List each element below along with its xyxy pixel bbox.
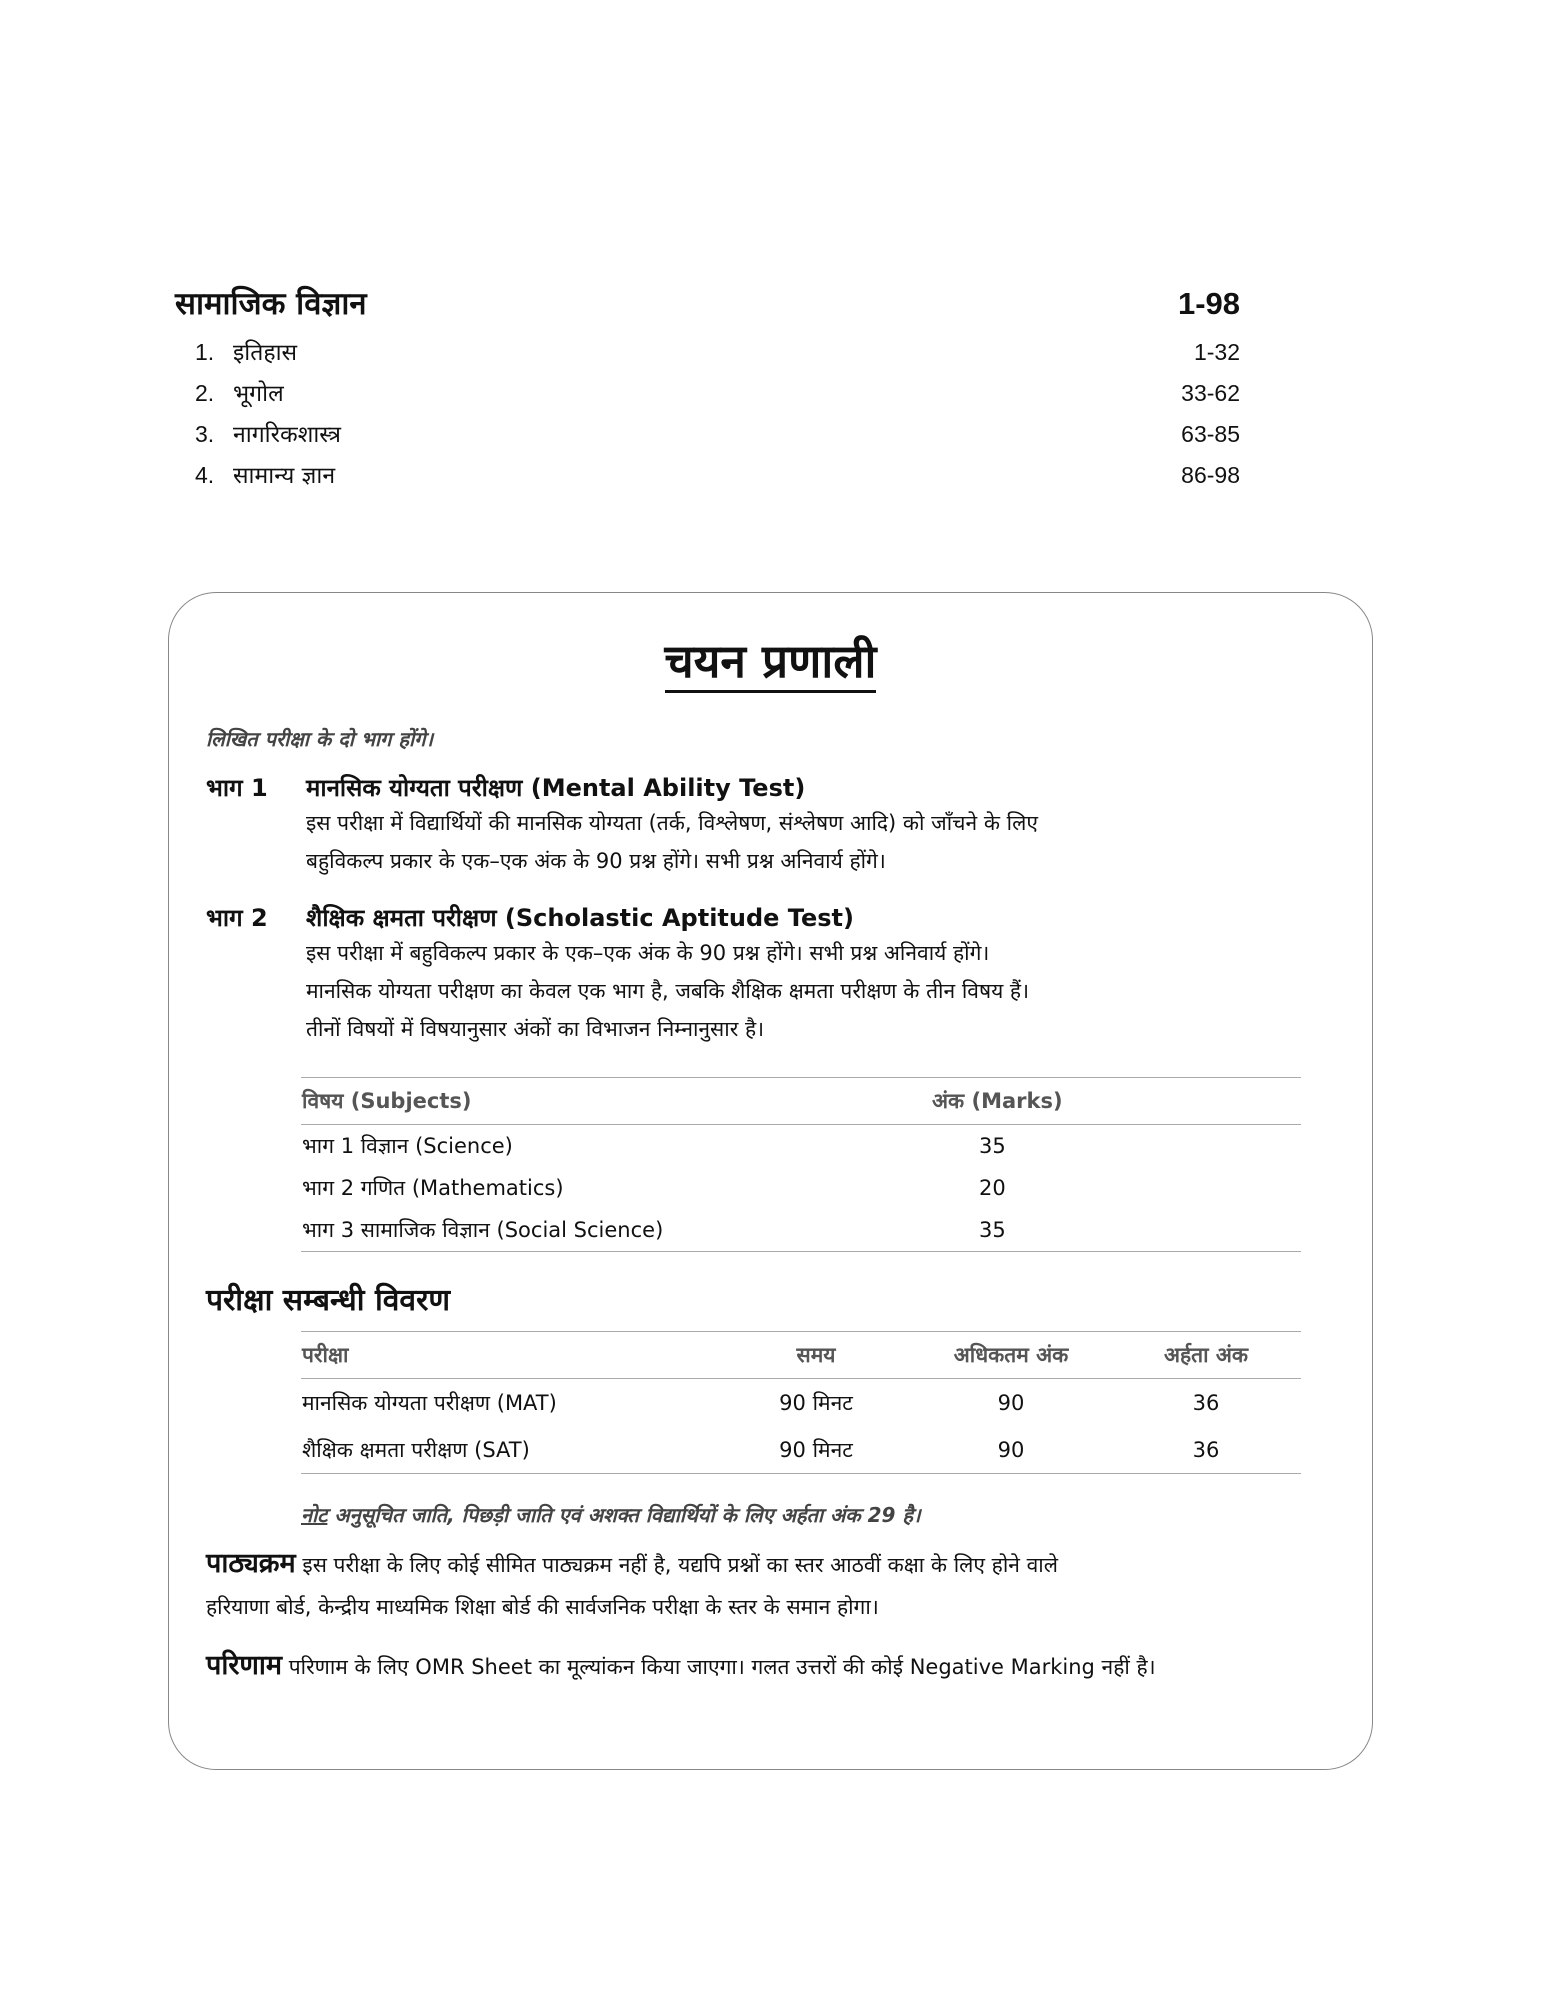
table-row [301,1427,1301,1474]
exam-header-cell: परीक्षा [301,1332,721,1379]
part-1-heading: मानसिक योग्यता परीक्षण (Mental Ability Test) [306,774,806,802]
part-2 [206,901,1336,1048]
part-1-label: भाग 1 [206,774,268,802]
exam-table-header [301,1332,1301,1379]
toc-item[interactable] [175,332,1240,373]
toc-item[interactable] [175,373,1240,414]
syllabus-text: हरियाणा बोर्ड, केन्द्रीय माध्यमिक शिक्षा बोर्ड की सार्वजनिक परीक्षा के स्तर के समान होगा। [206,1595,879,1619]
max-marks-cell: 90 [997,1391,1025,1415]
intro-text: लिखित परीक्षा के दो भाग होंगे। [206,727,434,751]
subject-cell: भाग 1 विज्ञान (Science) [302,1134,513,1158]
part-1-line: इस परीक्षा में विद्यार्थियों की मानसिक योग्यता (तर्क, विश्लेषण, संश्लेषण आदि) को जाँचने के लिए [306,811,1038,835]
toc-page-range: 1-98 [1177,286,1240,321]
part-2-line: तीनों विषयों में विषयानुसार अंकों का विभाजन निम्नानुसार है। [306,1017,765,1041]
part-2-line: इस परीक्षा में बहुविकल्प प्रकार के एक–एक अंक के 90 प्रश्न होंगे। सभी प्रश्न अनिवार्य होंगे। [306,941,990,965]
note-label: नोट [301,1503,328,1527]
part-1 [206,771,1336,880]
table-row [301,1167,1301,1209]
toc-item[interactable] [175,414,1240,455]
marks-cell: 35 [979,1134,1006,1158]
syllabus-paragraph [206,1543,1346,1628]
toc-item-number: 1. [195,339,215,365]
part-2-line: मानसिक योग्यता परीक्षण का केवल एक भाग है, जबकि शैक्षिक क्षमता परीक्षण के तीन विषय हैं। [306,979,1030,1003]
toc-item-number: 3. [195,421,215,447]
max-marks-header-cell: अधिकतम अंक [911,1332,1111,1379]
exam-details-title: परीक्षा सम्बन्धी विवरण [206,1283,451,1318]
part-2-heading: शैक्षिक क्षमता परीक्षण (Scholastic Aptitude Test) [306,904,854,932]
toc-item-label: भूगोल [233,381,284,407]
marks-cell: 20 [979,1176,1006,1200]
toc-item-number: 2. [195,380,215,406]
marks-cell: 35 [931,1209,1301,1252]
max-marks-cell: 90 [911,1427,1111,1474]
table-row [301,1209,1301,1252]
selection-title [169,629,1372,691]
toc-header [175,282,1240,324]
toc-section [175,282,1240,496]
toc-item-pages: 86-98 [1181,462,1240,488]
time-cell: 90 मिनट [721,1427,911,1474]
qualifying-marks-header-cell: अर्हता अंक [1111,1332,1301,1379]
part-1-line: बहुविकल्प प्रकार के एक–एक अंक के 90 प्रश्न होंगे। सभी प्रश्न अनिवार्य होंगे। [306,849,886,873]
toc-item-pages: 33-62 [1181,380,1240,406]
part-2-header [206,901,1336,934]
part-2-label: भाग 2 [206,904,268,932]
part-1-header [206,771,1336,804]
part-1-body [306,804,1336,880]
subjects-table-header [301,1078,1301,1125]
note-text: अनुसूचित जाति, पिछड़ी जाति एवं अशक्त विद्यार्थियों के लिए अर्हता अंक 29 है। [327,1503,921,1527]
toc-item-label: सामान्य ज्ञान [233,463,336,489]
result-paragraph [206,1645,1346,1688]
exam-name-cell: शैक्षिक क्षमता परीक्षण (SAT) [301,1427,721,1474]
table-row [301,1379,1301,1428]
syllabus-text: इस परीक्षा के लिए कोई सीमित पाठ्यक्रम नहीं है, यद्यपि प्रश्नों का स्तर आठवीं कक्षा के लिए होने वाले [295,1553,1058,1577]
subjects-table [301,1077,1301,1252]
toc-item-pages: 1-32 [1193,339,1240,365]
qualifying-marks-cell: 36 [1192,1391,1220,1415]
marks-header-cell: अंक (Marks) [931,1078,1301,1125]
toc-item-label: इतिहास [233,340,298,366]
toc-item[interactable] [175,455,1240,496]
selection-process-box [168,592,1373,1770]
table-row [301,1125,1301,1168]
subject-cell: भाग 3 सामाजिक विज्ञान (Social Science) [301,1209,931,1252]
qualifying-marks-cell: 36 [1111,1427,1301,1474]
subject-cell: भाग 2 गणित (Mathematics) [302,1176,564,1200]
subjects-header-cell: विषय (Subjects) [301,1078,931,1125]
toc-item-number: 4. [195,462,215,488]
toc-item-pages: 63-85 [1181,421,1240,447]
exam-name-cell: मानसिक योग्यता परीक्षण (MAT) [302,1391,557,1415]
time-cell: 90 मिनट [779,1391,853,1415]
syllabus-lead: पाठ्यक्रम [206,1548,296,1579]
exam-details-table [301,1331,1301,1474]
time-header-cell: समय [721,1332,911,1379]
toc-item-label: नागरिकशास्त्र [233,422,341,448]
result-text: परिणाम के लिए OMR Sheet का मूल्यांकन किया जाएगा। गलत उत्तरों की कोई Negative Marking नहीं है। [282,1655,1156,1679]
result-lead: परिणाम [206,1650,283,1681]
note [301,1501,921,1528]
part-2-body [306,934,1336,1048]
selection-title-text: चयन प्रणाली [665,634,877,693]
toc-title: सामाजिक विज्ञान [175,286,367,322]
